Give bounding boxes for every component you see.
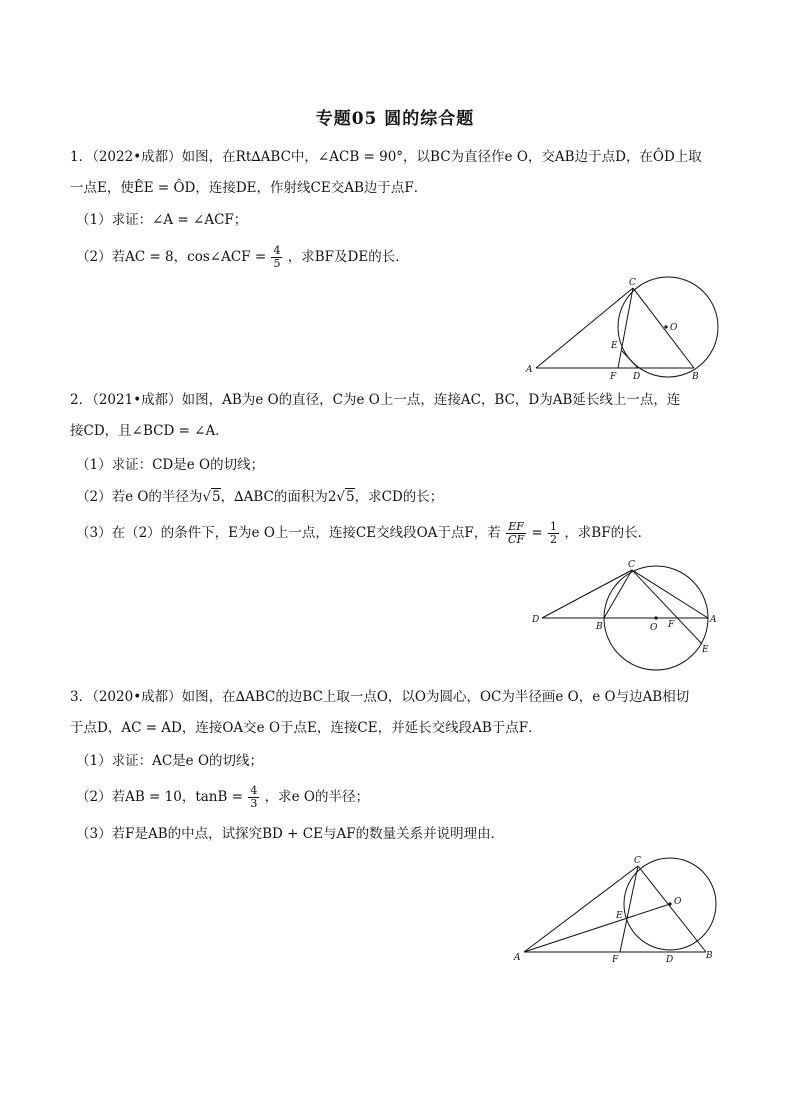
q1-segment-BC: [633, 288, 694, 368]
q3-fraction-numerator: 4: [250, 784, 258, 797]
q1-fraction-numerator: 4: [273, 244, 281, 257]
q3-label-F: F: [612, 955, 619, 965]
q2-part2-text-a: （2）若e O的半径为: [76, 489, 203, 505]
q3-fraction: [248, 785, 259, 810]
q1-label-B: B: [692, 372, 699, 382]
q1-label-A: A: [526, 365, 533, 375]
q2-fraction-denominator: CF: [508, 533, 525, 546]
q2-label-A: A: [710, 615, 717, 625]
q3-part1: （1）求证：AC是e O的切线；: [76, 753, 264, 769]
q2-sqrt-sign-1: √: [202, 489, 212, 505]
q3-center-dot: [668, 902, 671, 905]
q1-segment-DE: [622, 351, 638, 368]
q3-label-B: B: [706, 951, 713, 961]
q1-label-F: F: [610, 372, 617, 382]
q2-fraction-half-denominator: 2: [550, 533, 558, 546]
q2-label-B: B: [596, 622, 603, 632]
q3-segment-CF: [620, 866, 638, 952]
q2-fraction-half-numerator: 1: [550, 520, 558, 533]
q1-label-E: E: [611, 341, 618, 351]
q2-sqrt-radicand-1: 5: [212, 489, 221, 505]
q3-figure: [510, 856, 725, 966]
q2-part3-text-a: （3）在（2）的条件下，E为e O上一点，连接CE交线段OA于点F，若: [76, 525, 501, 541]
q3-label-D: D: [666, 955, 674, 965]
q1-line1: 1．（2022•成都）如图，在Rt∆ABC中，∠ACB = 90°，以BC为直径作e O，交AB边于点D，在ÔD上取: [70, 149, 702, 165]
q3-line2: 于点D，AC = AD，连接OA交e O于点E，连接CE，并延长交线段AB于点F．: [70, 720, 542, 736]
q2-part3-text-b: ，求BF的长．: [564, 525, 652, 541]
q2-part3: [76, 521, 651, 546]
page-title: 专题05 圆的综合题: [315, 109, 475, 129]
q3-fraction-denominator: 3: [250, 797, 258, 810]
q2-fraction-numerator: EF: [506, 521, 526, 534]
q3-label-E: E: [616, 911, 623, 921]
q1-figure: [520, 275, 730, 385]
q2-line2: 接CD，且∠BCD = ∠A．: [70, 423, 229, 439]
q2-sqrt-sign-2: √: [336, 489, 346, 505]
q1-fraction-denominator: 5: [273, 257, 281, 270]
q3-segment-AC: [524, 866, 638, 952]
q2-fraction-half: [548, 521, 559, 546]
q2-label-F: F: [668, 620, 675, 630]
q2-part2-text-c: ，求CD的长；: [354, 489, 444, 505]
q2-line1: 2．（2021•成都）如图，AB为e O的直径，C为e O上一点，连接AC，BC，D为AB延长线上一点，连: [70, 392, 681, 408]
q1-part2-text-b: ，求BF及DE的长．: [287, 249, 409, 265]
q3-part2: [76, 785, 369, 810]
q1-part2: [76, 245, 409, 270]
q3-part2-text-b: ，求e O的半径；: [264, 789, 369, 805]
q2-part2-text-b: ，∆ABC的面积为2: [220, 489, 337, 505]
q1-part1: （1）求证：∠A = ∠ACF；: [76, 212, 248, 228]
q1-part2-text-a: （2）若AC = 8，cos∠ACF =: [76, 249, 267, 265]
q3-label-O: O: [674, 897, 682, 907]
q3-segment-CB: [638, 866, 706, 952]
q3-part2-text-a: （2）若AB = 10，tanB =: [76, 789, 244, 805]
q2-equals: =: [531, 525, 543, 541]
q2-label-O: O: [650, 623, 658, 633]
q2-label-C: C: [628, 560, 635, 570]
q1-fraction: [271, 245, 282, 270]
q1-center-dot: [664, 325, 667, 328]
q2-figure: [530, 560, 730, 675]
q1-label-C: C: [629, 278, 636, 288]
q1-label-O: O: [670, 323, 678, 333]
q2-part2: [76, 487, 443, 507]
q2-label-E: E: [702, 645, 709, 655]
q1-label-D: D: [633, 372, 641, 382]
q2-sqrt-radicand-2: 5: [346, 489, 355, 505]
q2-center-dot: [654, 616, 657, 619]
q2-part1: （1）求证：CD是e O的切线；: [76, 457, 265, 473]
q2-label-D: D: [532, 615, 540, 625]
q1-line2: 一点E，使ÊE = ÔD，连接DE，作射线CE交AB边于点F．: [70, 180, 428, 196]
q3-line1: 3．（2020•成都）如图，在∆ABC的边BC上取一点O，以O为圆心，OC为半径画e O，e O与边AB相切: [70, 689, 690, 705]
q3-label-C: C: [634, 856, 641, 866]
q3-part3: （3）若F是AB的中点，试探究BD + CE与AF的数量关系并说明理由．: [76, 826, 505, 842]
q2-fraction-ef-cf: [506, 521, 526, 546]
q3-label-A: A: [514, 953, 521, 963]
